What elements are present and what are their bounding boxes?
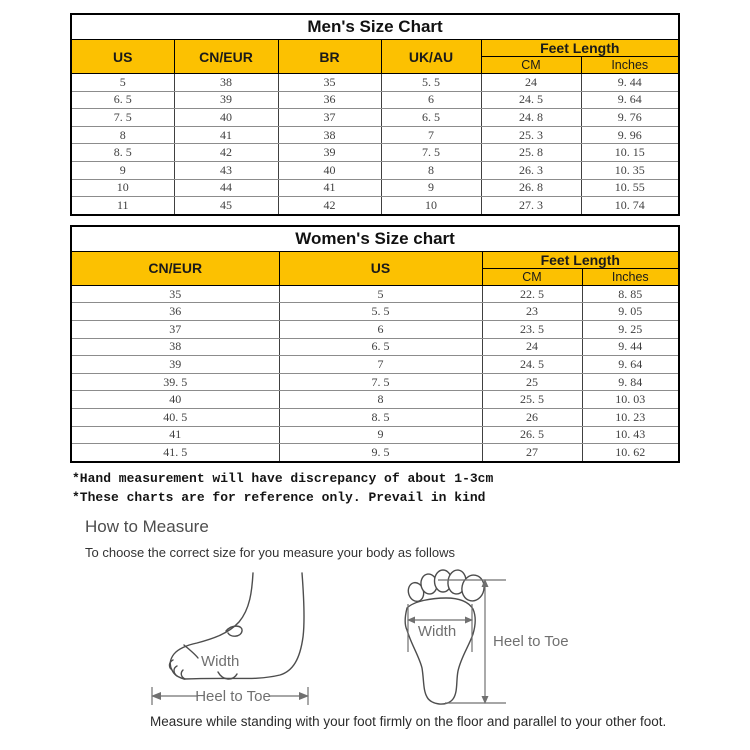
womens-table-body bbox=[71, 285, 679, 461]
table-cell: 8 bbox=[279, 391, 482, 409]
note-hand-measurement: *Hand measurement will have discrepancy of about 1-3cm bbox=[72, 470, 494, 486]
table-row bbox=[71, 426, 679, 444]
table-row bbox=[71, 391, 679, 409]
mens-col-header-cneur: CN/EUR bbox=[174, 40, 278, 74]
table-cell: 10. 62 bbox=[582, 444, 679, 462]
womens-table-title: Women's Size chart bbox=[71, 226, 679, 252]
table-row bbox=[71, 179, 679, 197]
side-width-label: Width bbox=[201, 652, 240, 670]
table-cell: 23. 5 bbox=[482, 320, 582, 338]
table-cell: 26. 3 bbox=[481, 161, 581, 179]
table-cell: 27. 3 bbox=[481, 197, 581, 215]
table-cell: 41 bbox=[174, 126, 278, 144]
table-cell: 38 bbox=[174, 74, 278, 92]
mens-table-body bbox=[71, 74, 679, 215]
table-row bbox=[71, 444, 679, 462]
table-row bbox=[71, 91, 679, 109]
table-cell: 5. 5 bbox=[279, 303, 482, 321]
table-cell: 6 bbox=[279, 320, 482, 338]
note-reference-only: *These charts are for reference only. Prevail in kind bbox=[72, 489, 486, 505]
foot-side-view-diagram bbox=[140, 569, 320, 714]
foot-side-toe-curls bbox=[169, 660, 185, 679]
table-row bbox=[71, 144, 679, 162]
mens-col-header-feet-length: Feet Length bbox=[481, 40, 679, 57]
table-cell: 40. 5 bbox=[71, 408, 279, 426]
table-cell: 24. 8 bbox=[481, 109, 581, 127]
table-cell: 6. 5 bbox=[381, 109, 481, 127]
how-to-measure-subtitle: To choose the correct size for you measure your body as follows bbox=[85, 544, 455, 560]
table-cell: 10. 35 bbox=[581, 161, 679, 179]
table-cell: 9. 25 bbox=[582, 320, 679, 338]
table-cell: 7. 5 bbox=[381, 144, 481, 162]
table-cell: 25. 8 bbox=[481, 144, 581, 162]
womens-col-header-cm: CM bbox=[482, 268, 582, 285]
table-cell: 5 bbox=[71, 74, 174, 92]
table-cell: 8 bbox=[71, 126, 174, 144]
table-cell: 35 bbox=[278, 74, 381, 92]
table-cell: 9. 44 bbox=[582, 338, 679, 356]
womens-header-row bbox=[71, 251, 679, 268]
table-cell: 9. 84 bbox=[582, 373, 679, 391]
table-cell: 9. 76 bbox=[581, 109, 679, 127]
table-cell: 39 bbox=[174, 91, 278, 109]
table-cell: 10. 15 bbox=[581, 144, 679, 162]
table-cell: 8 bbox=[381, 161, 481, 179]
womens-size-table bbox=[70, 225, 680, 463]
mens-table-title: Men's Size Chart bbox=[71, 14, 679, 40]
table-cell: 24 bbox=[481, 74, 581, 92]
table-cell: 7. 5 bbox=[279, 373, 482, 391]
table-row bbox=[71, 197, 679, 215]
table-cell: 9 bbox=[279, 426, 482, 444]
womens-col-header-us: US bbox=[279, 251, 482, 285]
table-row bbox=[71, 74, 679, 92]
table-cell: 42 bbox=[174, 144, 278, 162]
table-cell: 40 bbox=[71, 391, 279, 409]
table-cell: 10. 23 bbox=[582, 408, 679, 426]
table-cell: 24. 5 bbox=[481, 91, 581, 109]
table-row bbox=[71, 373, 679, 391]
table-cell: 40 bbox=[174, 109, 278, 127]
table-cell: 5 bbox=[279, 285, 482, 303]
mens-size-table bbox=[70, 13, 680, 216]
footprint-top-view-diagram bbox=[390, 564, 570, 714]
table-row bbox=[71, 109, 679, 127]
table-cell: 25. 3 bbox=[481, 126, 581, 144]
table-cell: 10. 74 bbox=[581, 197, 679, 215]
table-cell: 9 bbox=[381, 179, 481, 197]
table-cell: 36 bbox=[278, 91, 381, 109]
measure-diagrams bbox=[140, 569, 750, 714]
mens-col-header-br: BR bbox=[278, 40, 381, 74]
mens-col-header-ukau: UK/AU bbox=[381, 40, 481, 74]
side-heel-to-toe-label: Heel to Toe bbox=[195, 687, 271, 705]
table-cell: 41 bbox=[278, 179, 381, 197]
measure-footer-text: Measure while standing with your foot firmly on the floor and parallel to your other foot. bbox=[150, 713, 667, 729]
table-cell: 42 bbox=[278, 197, 381, 215]
table-cell: 39 bbox=[278, 144, 381, 162]
disclaimer-notes bbox=[72, 469, 750, 507]
table-cell: 9. 5 bbox=[279, 444, 482, 462]
top-heel-to-toe-label: Heel to Toe bbox=[493, 632, 569, 650]
table-cell: 37 bbox=[71, 320, 279, 338]
table-cell: 23 bbox=[482, 303, 582, 321]
table-cell: 27 bbox=[482, 444, 582, 462]
table-row bbox=[71, 285, 679, 303]
table-cell: 11 bbox=[71, 197, 174, 215]
table-cell: 41. 5 bbox=[71, 444, 279, 462]
table-cell: 26. 8 bbox=[481, 179, 581, 197]
womens-col-header-cneur: CN/EUR bbox=[71, 251, 279, 285]
table-cell: 35 bbox=[71, 285, 279, 303]
table-cell: 39 bbox=[71, 356, 279, 374]
table-cell: 24. 5 bbox=[482, 356, 582, 374]
table-cell: 25. 5 bbox=[482, 391, 582, 409]
mens-col-header-us: US bbox=[71, 40, 174, 74]
table-cell: 22. 5 bbox=[482, 285, 582, 303]
table-row bbox=[71, 161, 679, 179]
table-cell: 43 bbox=[174, 161, 278, 179]
table-cell: 40 bbox=[278, 161, 381, 179]
table-cell: 7. 5 bbox=[71, 109, 174, 127]
table-cell: 24 bbox=[482, 338, 582, 356]
table-cell: 44 bbox=[174, 179, 278, 197]
how-to-measure-heading: How to Measure bbox=[85, 516, 209, 536]
mens-col-header-inches: Inches bbox=[581, 57, 679, 74]
table-cell: 5. 5 bbox=[381, 74, 481, 92]
table-row bbox=[71, 126, 679, 144]
mens-title-row bbox=[71, 14, 679, 40]
table-cell: 41 bbox=[71, 426, 279, 444]
table-cell: 7 bbox=[279, 356, 482, 374]
table-row bbox=[71, 356, 679, 374]
table-cell: 6. 5 bbox=[71, 91, 174, 109]
table-row bbox=[71, 320, 679, 338]
table-cell: 9. 96 bbox=[581, 126, 679, 144]
table-cell: 10. 55 bbox=[581, 179, 679, 197]
table-cell: 9. 64 bbox=[581, 91, 679, 109]
table-cell: 38 bbox=[71, 338, 279, 356]
width-leader-line bbox=[184, 645, 198, 658]
table-row bbox=[71, 338, 679, 356]
womens-col-header-inches: Inches bbox=[582, 268, 679, 285]
table-cell: 26 bbox=[482, 408, 582, 426]
mens-header-row bbox=[71, 40, 679, 57]
table-cell: 9 bbox=[71, 161, 174, 179]
table-cell: 7 bbox=[381, 126, 481, 144]
table-cell: 9. 44 bbox=[581, 74, 679, 92]
footprint-outline bbox=[405, 598, 475, 704]
table-cell: 9. 64 bbox=[582, 356, 679, 374]
top-width-label: Width bbox=[417, 622, 457, 640]
mens-col-header-cm: CM bbox=[481, 57, 581, 74]
womens-title-row bbox=[71, 226, 679, 252]
table-cell: 10. 03 bbox=[582, 391, 679, 409]
table-row bbox=[71, 408, 679, 426]
table-cell: 9. 05 bbox=[582, 303, 679, 321]
table-cell: 38 bbox=[278, 126, 381, 144]
table-cell: 36 bbox=[71, 303, 279, 321]
table-cell: 6. 5 bbox=[279, 338, 482, 356]
table-cell: 6 bbox=[381, 91, 481, 109]
table-cell: 8. 5 bbox=[71, 144, 174, 162]
table-cell: 10 bbox=[381, 197, 481, 215]
womens-col-header-feet-length: Feet Length bbox=[482, 251, 679, 268]
table-cell: 37 bbox=[278, 109, 381, 127]
table-cell: 26. 5 bbox=[482, 426, 582, 444]
table-cell: 39. 5 bbox=[71, 373, 279, 391]
table-cell: 25 bbox=[482, 373, 582, 391]
table-row bbox=[71, 303, 679, 321]
table-cell: 8. 85 bbox=[582, 285, 679, 303]
table-cell: 8. 5 bbox=[279, 408, 482, 426]
table-cell: 10 bbox=[71, 179, 174, 197]
table-cell: 10. 43 bbox=[582, 426, 679, 444]
table-cell: 45 bbox=[174, 197, 278, 215]
